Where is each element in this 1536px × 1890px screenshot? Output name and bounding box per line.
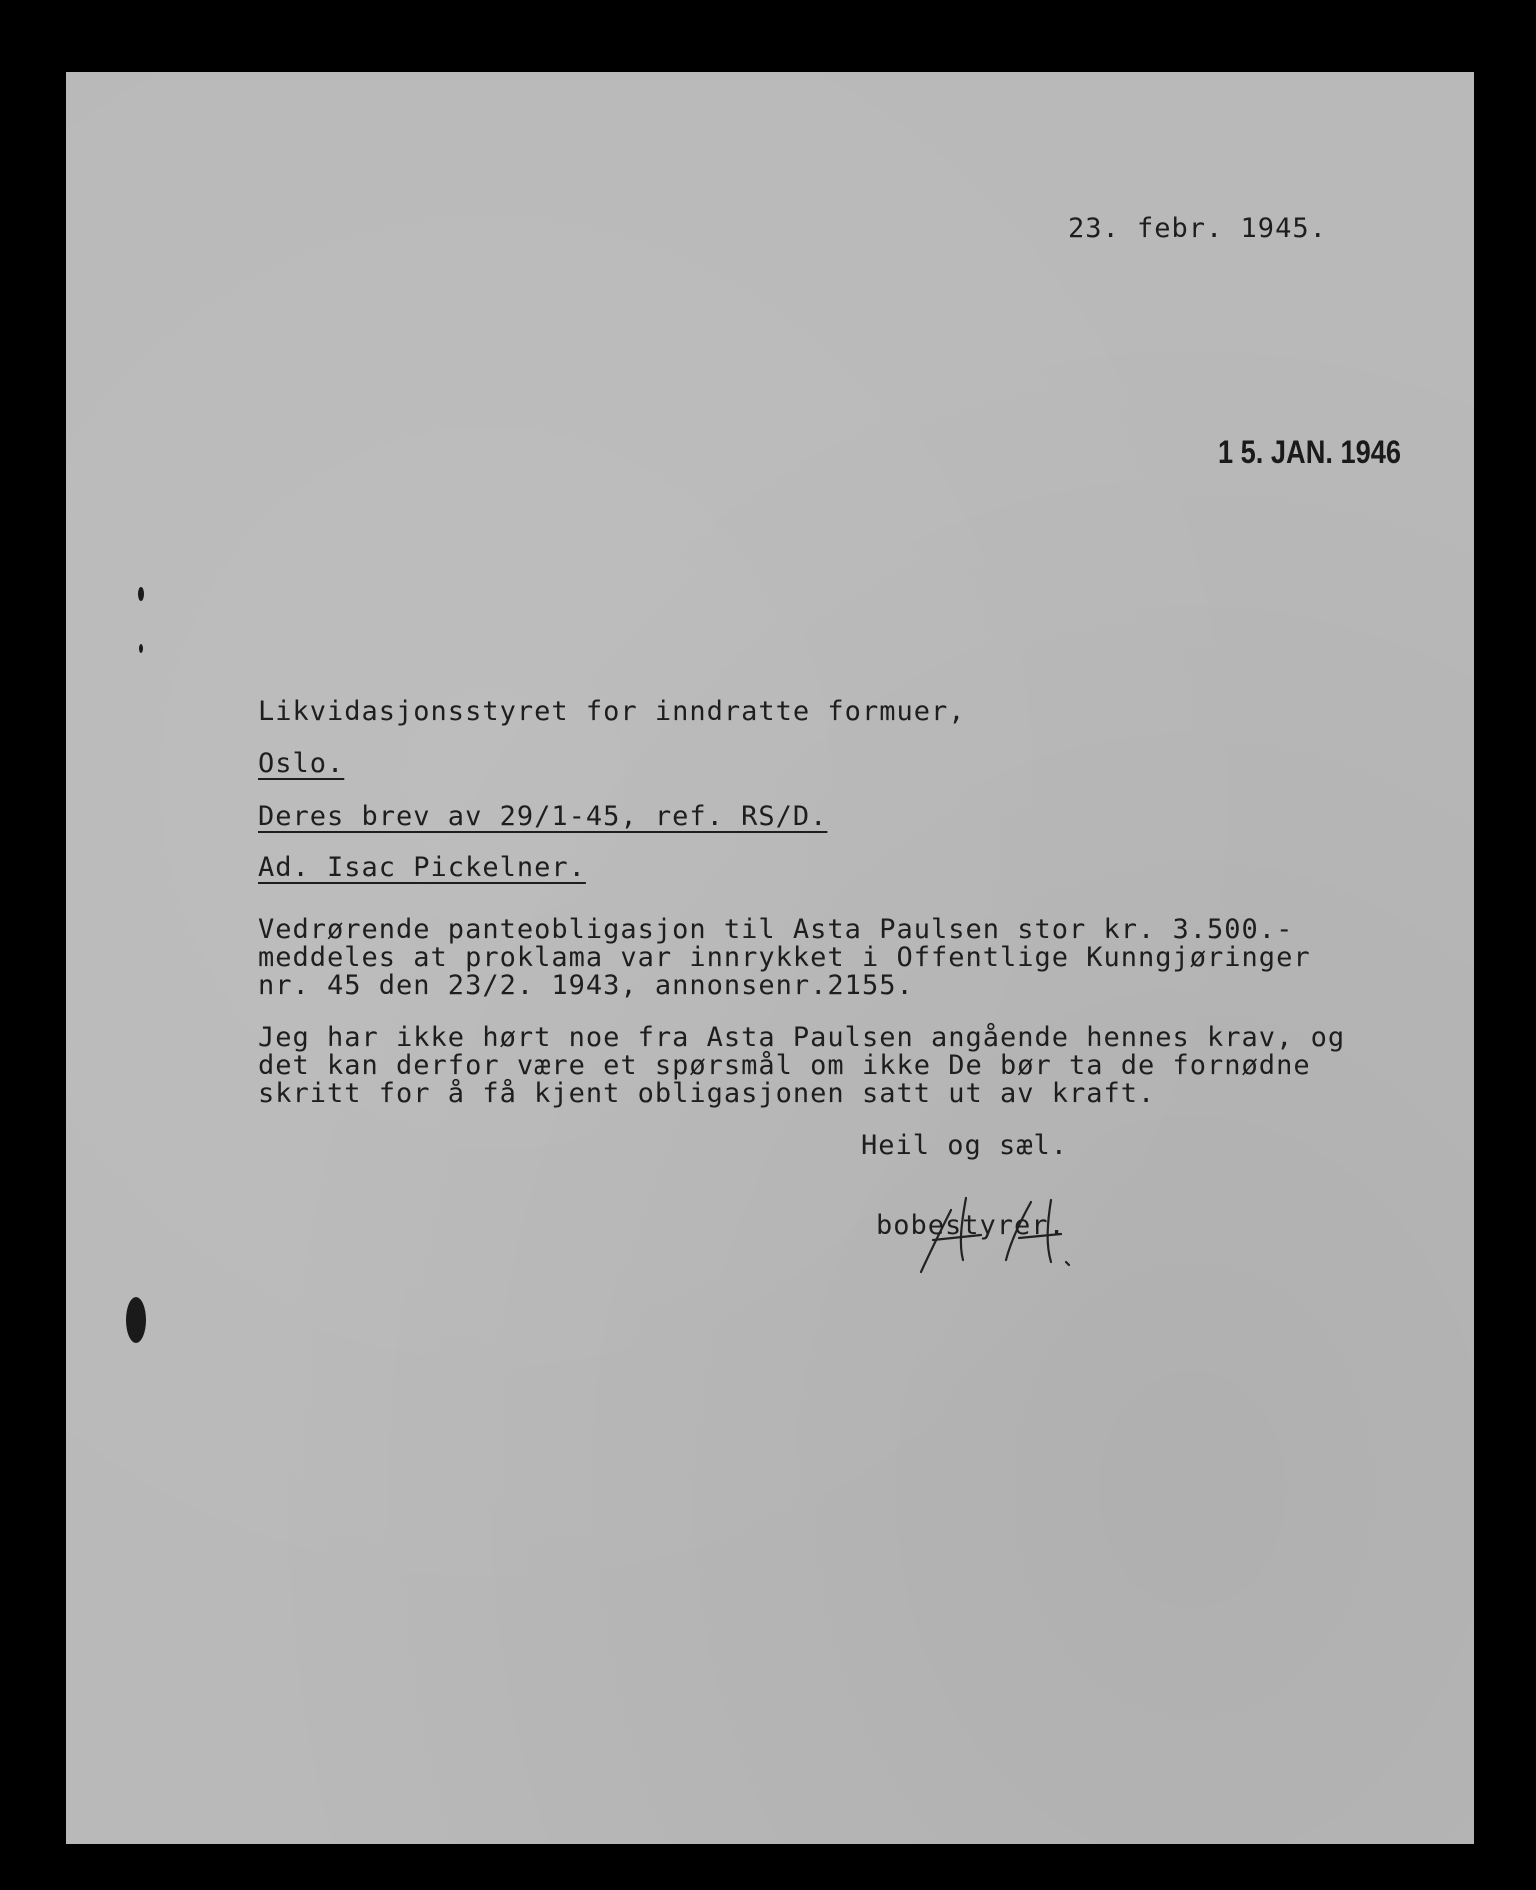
received-date-stamp: 1 5. JAN. 1946	[1218, 434, 1401, 470]
document-page	[66, 72, 1474, 1844]
subject-line: Ad. Isac Pickelner.	[258, 852, 586, 883]
paragraph-line: nr. 45 den 23/2. 1943, annonsenr.2155.	[258, 970, 914, 1001]
punch-hole-mark	[138, 587, 144, 601]
paragraph-line: meddeles at proklama var innrykket i Offentlige Kunngjøringer	[258, 942, 1311, 973]
reference-line: Deres brev av 29/1-45, ref. RS/D.	[258, 801, 828, 832]
ink-blot	[126, 1297, 146, 1343]
paragraph-line: Jeg har ikke hørt noe fra Asta Paulsen angående hennes krav, og	[258, 1022, 1346, 1053]
signer-title: bobestyrer.	[876, 1210, 1066, 1241]
letter-date: 23. febr. 1945.	[1068, 213, 1327, 244]
recipient-line: Likvidasjonsstyret for inndratte formuer,	[258, 696, 966, 727]
punch-hole-mark	[139, 644, 143, 653]
paragraph-line: Vedrørende panteobligasjon til Asta Paulsen stor kr. 3.500.-	[258, 914, 1294, 945]
paragraph-line: det kan derfor være et spørsmål om ikke De bør ta de fornødne	[258, 1050, 1311, 1081]
recipient-city: Oslo.	[258, 748, 345, 779]
closing-salutation: Heil og sæl.	[861, 1130, 1069, 1161]
paragraph-line: skritt for å få kjent obligasjonen satt ut av kraft.	[258, 1078, 1156, 1109]
